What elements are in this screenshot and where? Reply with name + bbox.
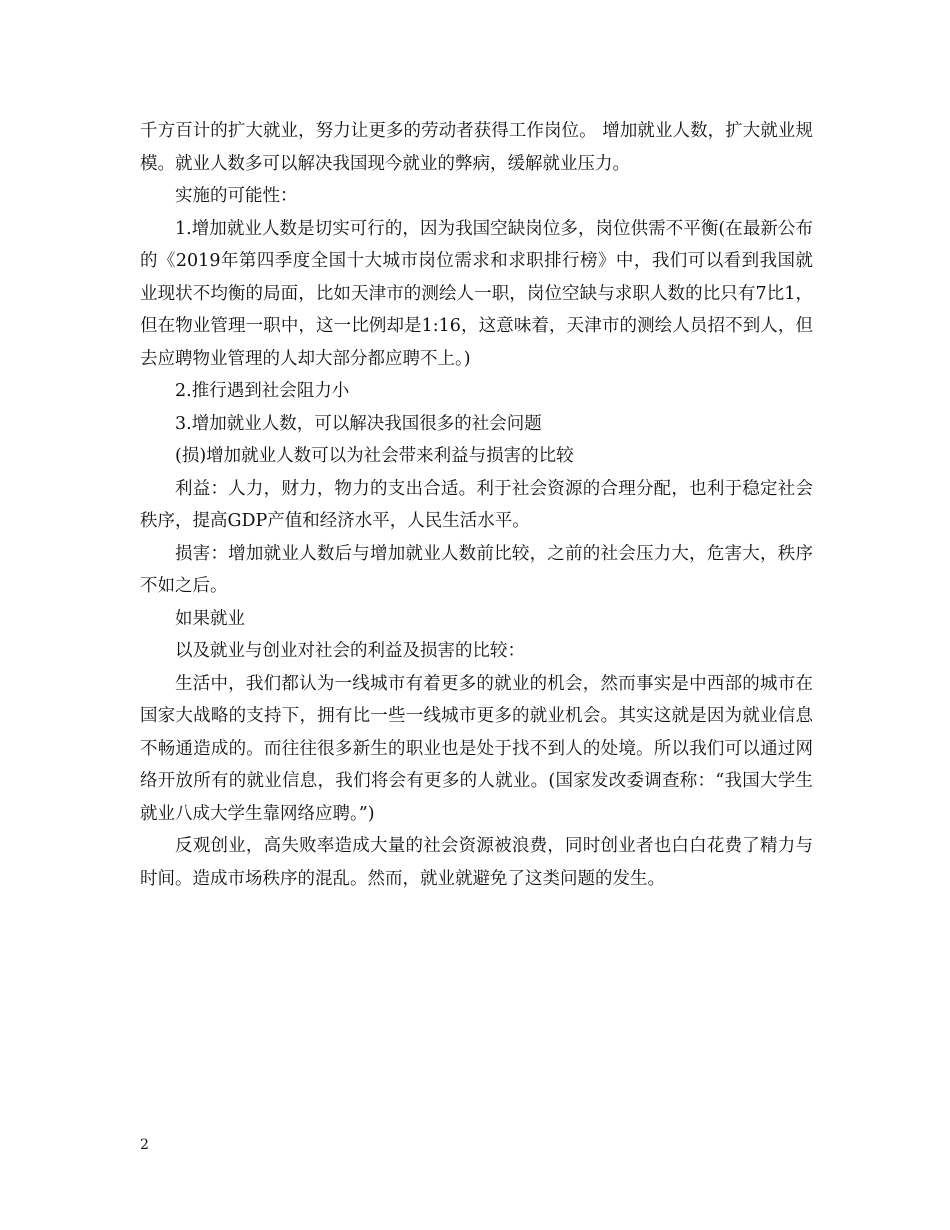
paragraph: 反观创业，高失败率造成大量的社会资源被浪费，同时创业者也白白花费了精力与时间。造成市场秩序的混乱。然而，就业就避免了这类问题的发生。 xyxy=(140,836,813,889)
paragraph: (损)增加就业人数可以为社会带来利益与损害的比较 xyxy=(175,446,574,466)
paragraph: 3.增加就业人数，可以解决我国很多的社会问题 xyxy=(175,413,542,434)
page-number: 2 xyxy=(140,1137,149,1153)
paragraph: 实施的可能性： xyxy=(175,186,298,206)
body-text xyxy=(140,115,813,895)
paragraph: 利益：人力，财力，物力的支出合适。利于社会资源的合理分配，也利于稳定社会秩序，提高GDP产值和经济水平，人民生活水平。 xyxy=(140,478,813,531)
paragraph: 如果就业 xyxy=(175,608,245,629)
paragraph: 千方百计的扩大就业，努力让更多的劳动者获得工作岗位。 增加就业人数，扩大就业规模。就业人数多可以解决我国现今就业的弊病，缓解就业压力。 xyxy=(140,121,813,174)
paragraph: 生活中，我们都认为一线城市有着更多的就业的机会，然而事实是中西部的城市在国家大战略的支持下，拥有比一些一线城市更多的就业机会。其实这就是因为就业信息不畅通造成的。而往往很多新生的职业也是处于找不到人的处境。所以我们可以通过网络开放所有的就业信息，我们将会有更多的人就业。(国家发改委调查称：“我国大学生就业八成大学生靠网络应聘。”) xyxy=(140,673,813,824)
paragraph: 2.推行遇到社会阻力小 xyxy=(175,381,350,401)
paragraph: 1.增加就业人数是切实可行的，因为我国空缺岗位多，岗位供需不平衡(在最新公布的《2019年第四季度全国十大城市岗位需求和求职排行榜》中，我们可以看到我国就业现状不均衡的局面，比如天津市的测绘人一职，岗位空缺与求职人数的比只有7比1，但在物业管理一职中，这一比例却是1:16，这意味着，天津市的测绘人员招不到人，但去应聘物业管理的人却大部分都应聘不上。) xyxy=(140,218,813,369)
paragraph: 以及就业与创业对社会的利益及损害的比较： xyxy=(175,641,525,661)
paragraph: 损害：增加就业人数后与增加就业人数前比较，之前的社会压力大，危害大，秩序不如之后。 xyxy=(140,543,813,596)
